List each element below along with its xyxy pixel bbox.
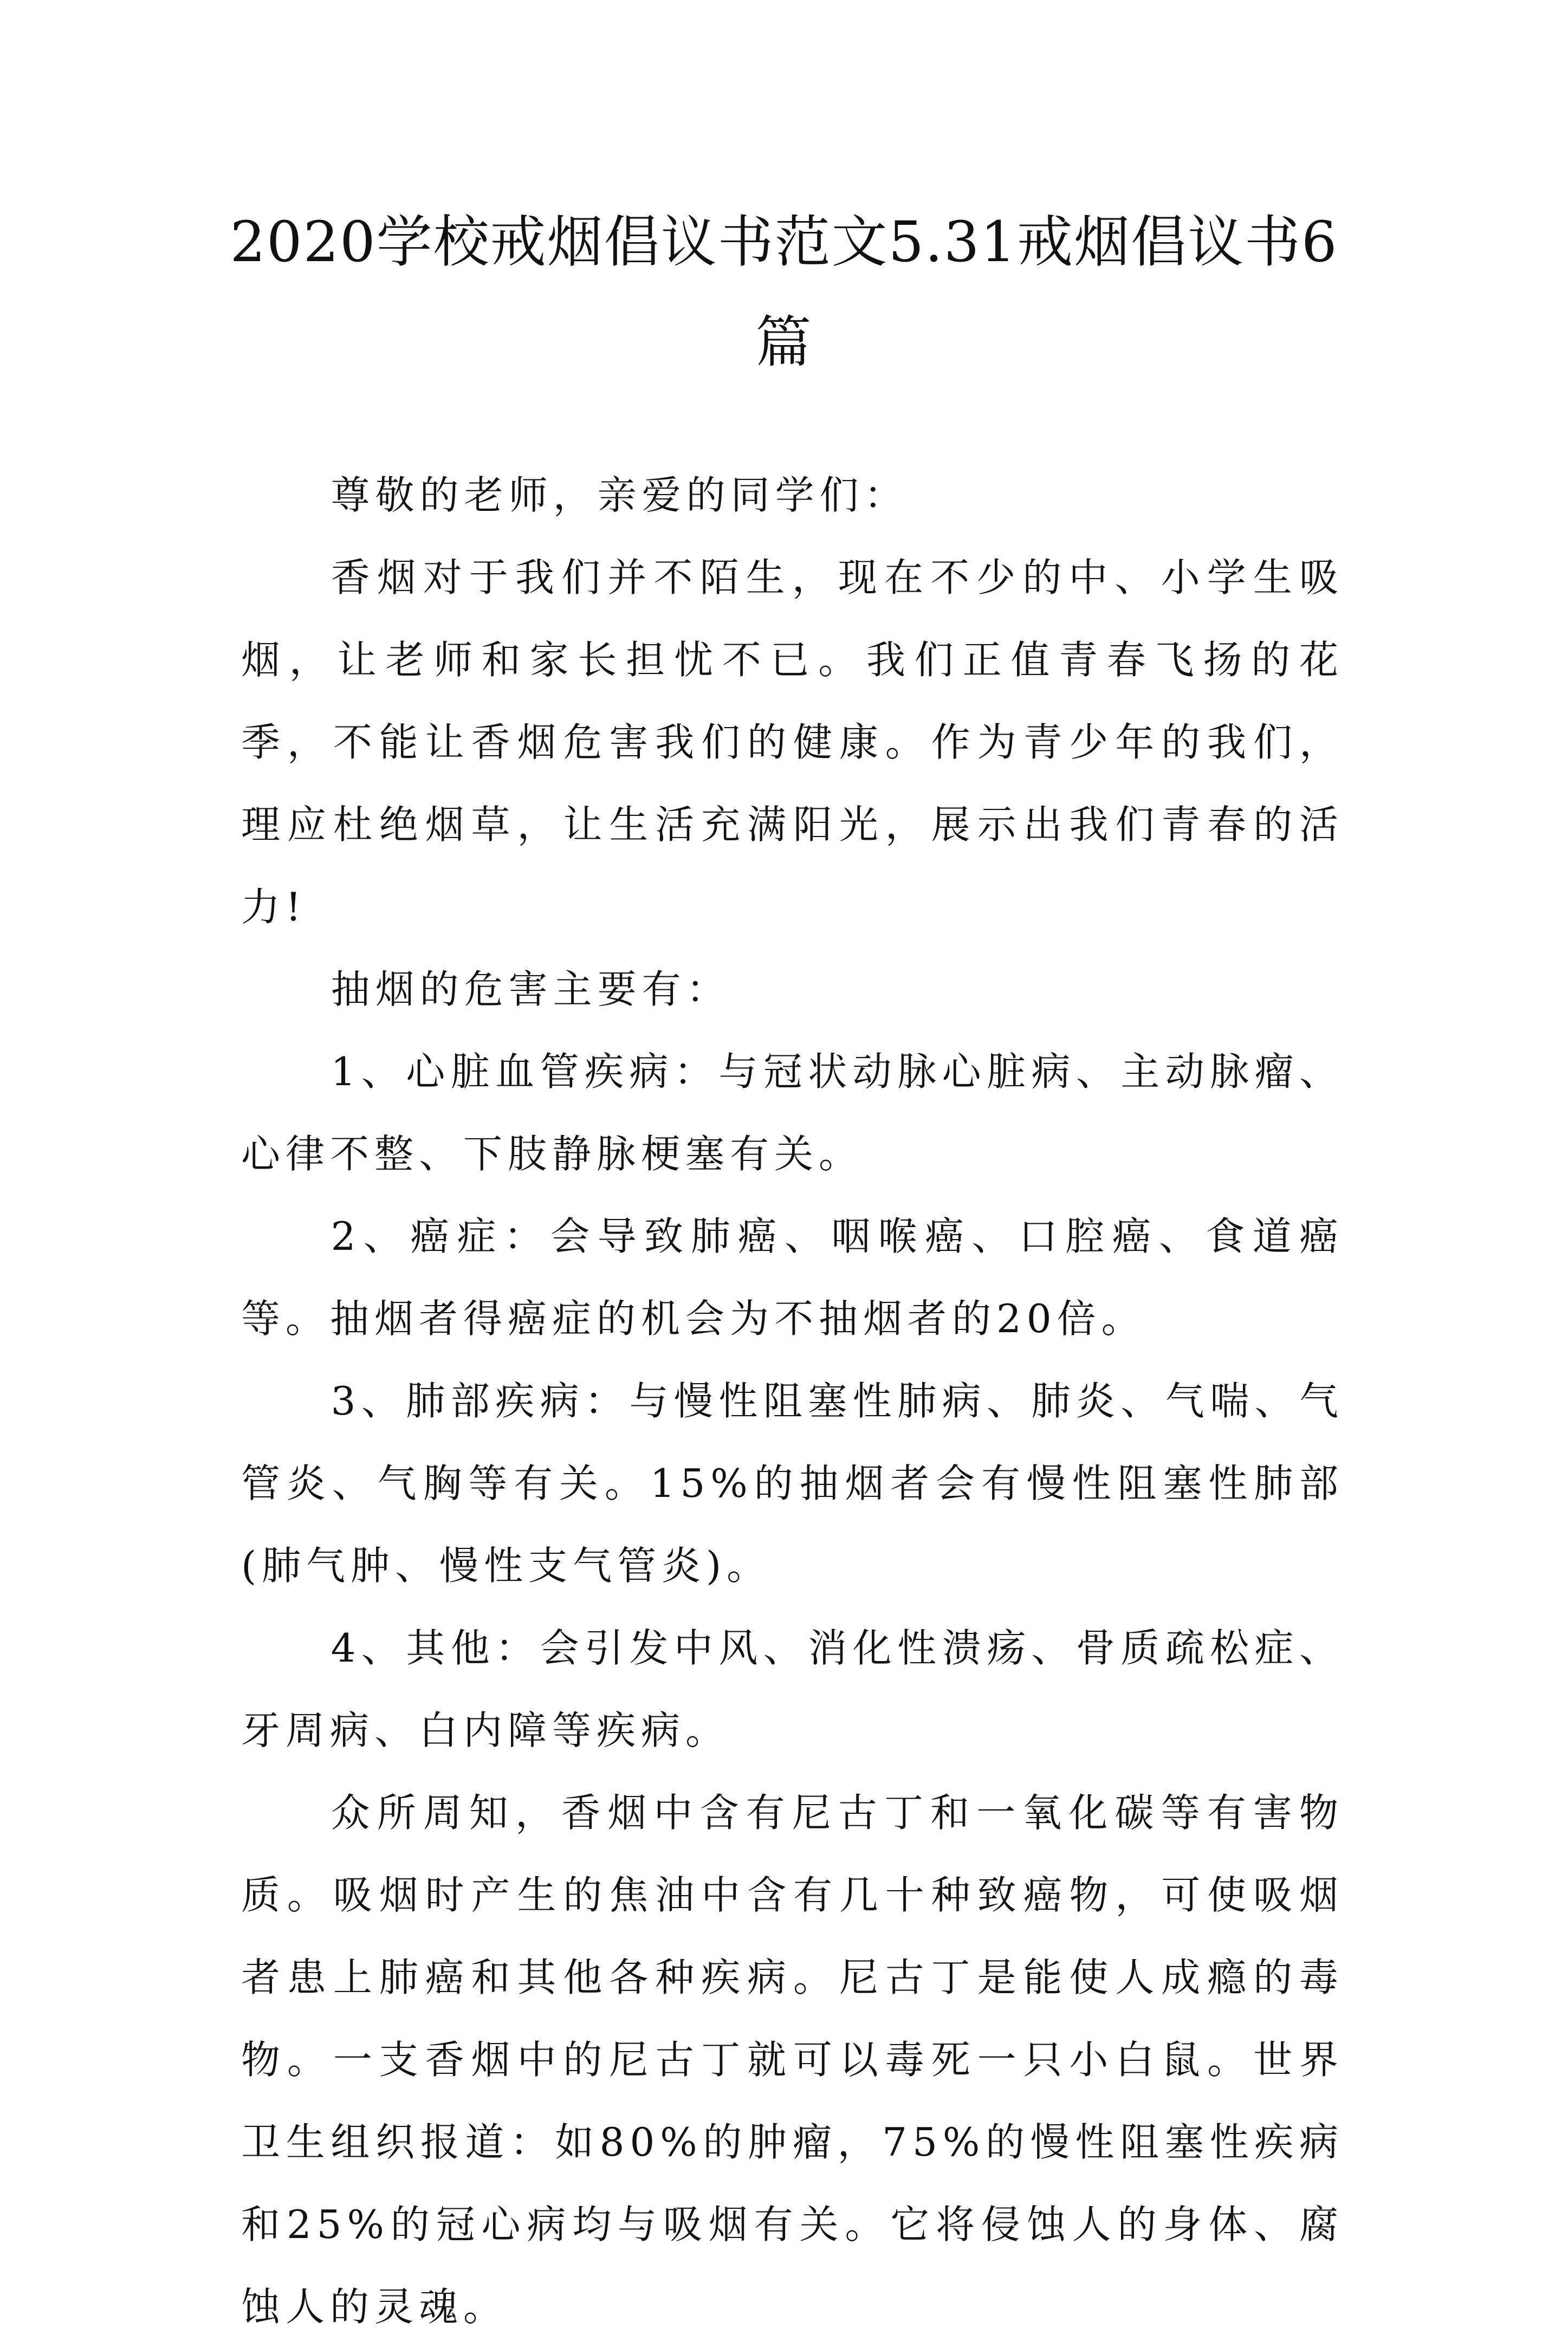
nicotine-paragraph: 众所周知，香烟中含有尼古丁和一氧化碳等有害物质。吸烟时产生的焦油中含有几十种致癌物，可使吸烟者患上肺癌和其他各种疾病。尼古丁是能使人成瘾的毒物。一支香烟中的尼古丁就可以毒死一只小白鼠。世界卫生组织报道：如80%的肿瘤，75%的慢性阻塞性疾病和25%的冠心病均与吸烟有关。它将侵蚀人的身体、腐蚀人的灵魂。: [241, 1790, 1344, 2330]
harm-item-cancer: 2、癌症：会导致肺癌、咽喉癌、口腔癌、食道癌等。抽烟者得癌症的机会为不抽烟者的20倍。: [241, 1214, 1344, 1341]
harm-item-other: 4、其他：会引发中风、消化性溃疡、骨质疏松症、牙周病、白内障等疾病。: [241, 1625, 1344, 1753]
intro-paragraph: 香烟对于我们并不陌生，现在不少的中、小学生吸烟，让老师和家长担忧不已。我们正值青春飞扬的花季，不能让香烟危害我们的健康。作为青少年的我们，理应杜绝烟草，让生活充满阳光，展示出我们青春的活力!: [241, 555, 1344, 930]
salutation-paragraph: 尊敬的老师，亲爱的同学们：: [331, 472, 909, 518]
harms-heading-paragraph: 抽烟的危害主要有：: [331, 967, 731, 1012]
document-body: [241, 454, 1344, 2348]
harm-item-heart: 1、心脏血管疾病：与冠状动脉心脏病、主动脉瘤、心律不整、下肢静脉梗塞有关。: [241, 1049, 1344, 1177]
harm-item-lung: 3、肺部疾病：与慢性阻塞性肺病、肺炎、气喘、气管炎、气胸等有关。15%的抽烟者会有慢性阻塞性肺部(肺气肿、慢性支气管炎)。: [241, 1378, 1344, 1588]
document-title: 2020学校戒烟倡议书范文5.31戒烟倡议书6篇: [230, 210, 1338, 375]
